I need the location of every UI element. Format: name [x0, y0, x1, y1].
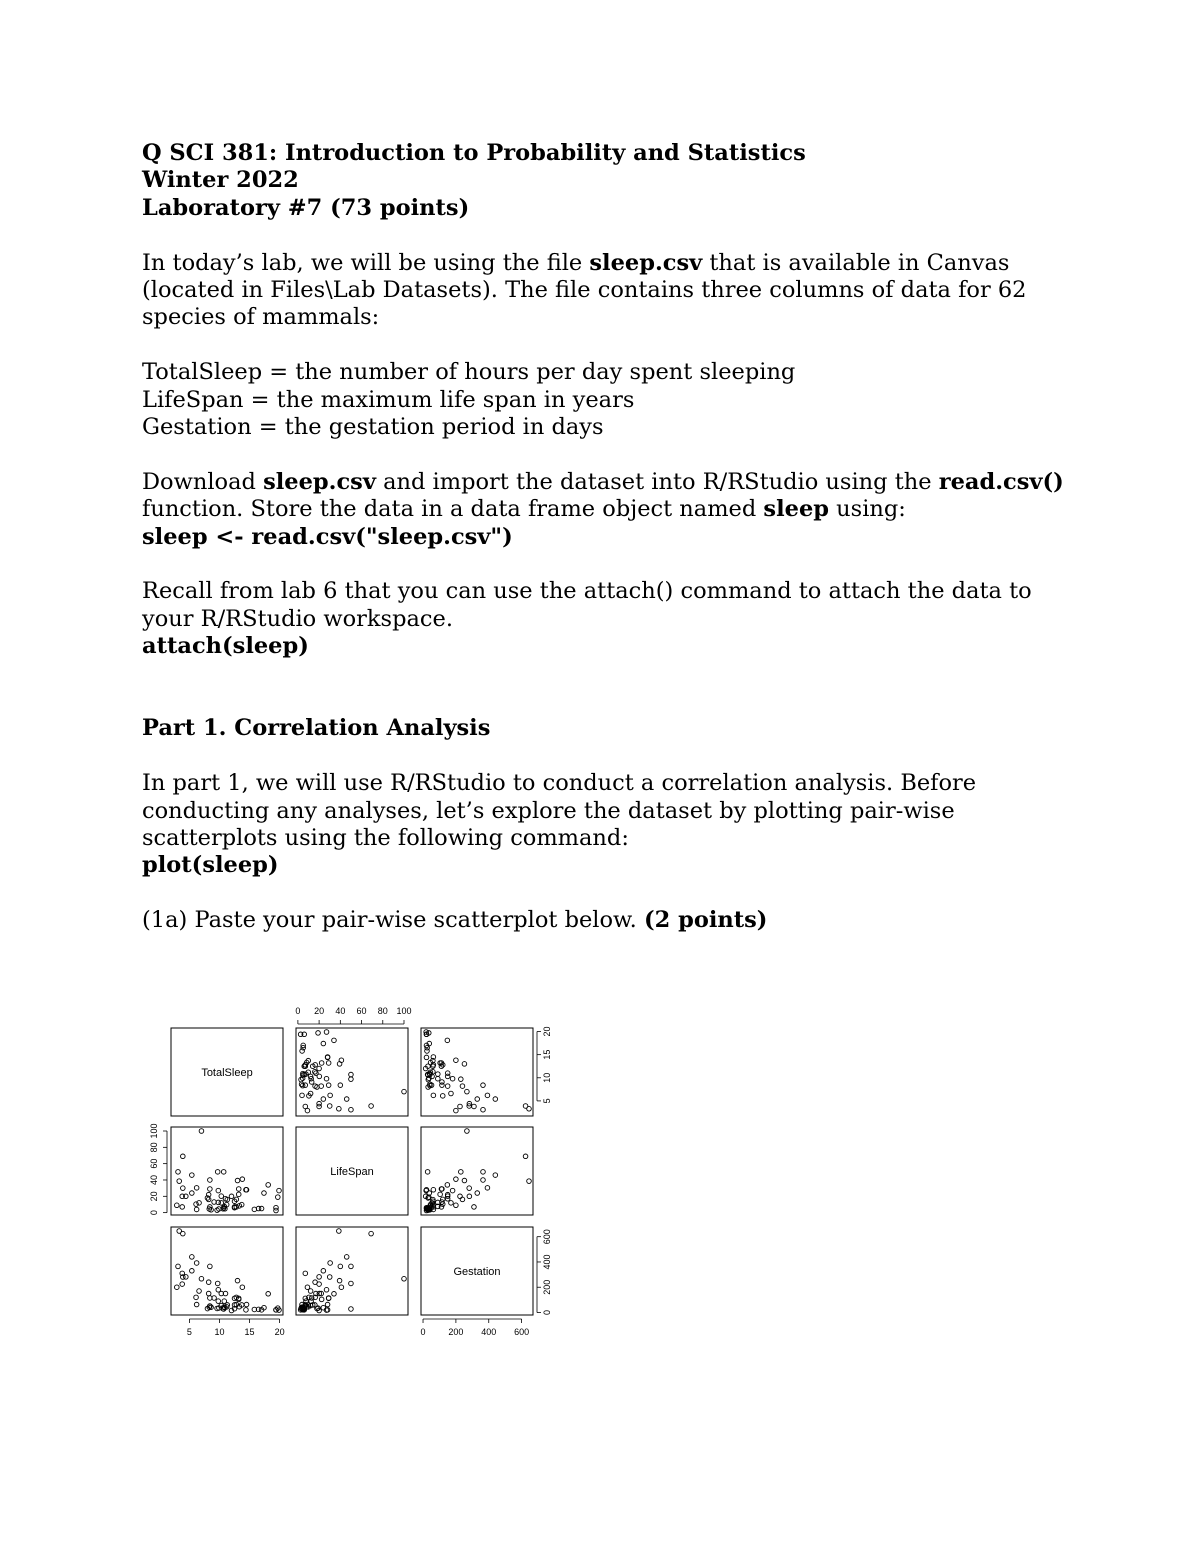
tick-label-bottom-TotalSleep-5: 5 — [186, 1327, 192, 1337]
variable-label-TotalSleep: TotalSleep — [201, 1067, 253, 1079]
point-LifeSpan-vs-TotalSleep-60 — [259, 1206, 264, 1211]
tick-label-right-Gestation-400: 400 — [542, 1254, 552, 1270]
point-LifeSpan-vs-TotalSleep-20 — [229, 1194, 234, 1199]
point-LifeSpan-vs-Gestation-58 — [481, 1170, 486, 1175]
point-TotalSleep-vs-Gestation-21 — [431, 1093, 436, 1098]
point-TotalSleep-vs-Gestation-4 — [523, 1104, 528, 1109]
code-read-csv: sleep <- read.csv("sleep.csv") — [142, 523, 513, 550]
point-LifeSpan-vs-Gestation-23 — [454, 1177, 459, 1182]
point-TotalSleep-vs-LifeSpan-20 — [317, 1066, 322, 1071]
tick-label-left-LifeSpan-80: 80 — [149, 1142, 159, 1153]
point-Gestation-vs-TotalSleep-22 — [235, 1278, 240, 1283]
point-Gestation-vs-LifeSpan-0 — [337, 1229, 342, 1234]
point-TotalSleep-vs-Gestation-40 — [440, 1080, 445, 1085]
point-LifeSpan-vs-TotalSleep-32 — [199, 1129, 204, 1134]
point-LifeSpan-vs-Gestation-4 — [523, 1154, 528, 1159]
tick-label-bottom-Gestation-400: 400 — [481, 1327, 497, 1337]
point-LifeSpan-vs-TotalSleep-61 — [219, 1201, 224, 1206]
point-TotalSleep-vs-Gestation-22 — [462, 1062, 467, 1067]
point-Gestation-vs-LifeSpan-48 — [317, 1275, 322, 1280]
point-TotalSleep-vs-Gestation-57 — [449, 1091, 454, 1096]
point-Gestation-vs-LifeSpan-7 — [328, 1261, 333, 1266]
point-TotalSleep-vs-LifeSpan-58 — [349, 1107, 354, 1112]
point-Gestation-vs-TotalSleep-12 — [208, 1264, 213, 1269]
point-LifeSpan-vs-Gestation-12 — [481, 1178, 486, 1183]
point-Gestation-vs-LifeSpan-14 — [349, 1307, 354, 1312]
tick-label-right-Gestation-200: 200 — [542, 1279, 552, 1295]
point-TotalSleep-vs-Gestation-5 — [450, 1076, 455, 1081]
point-Gestation-vs-LifeSpan-31 — [321, 1305, 326, 1310]
scatterplot-matrix-svg — [140, 1000, 570, 1345]
attach-paragraph: Recall from lab 6 that you can use the attach() command to attach the data to your R/RStudio workspace. — [142, 578, 1032, 632]
point-Gestation-vs-LifeSpan-9 — [349, 1281, 354, 1286]
point-Gestation-vs-LifeSpan-18 — [303, 1271, 308, 1276]
point-Gestation-vs-TotalSleep-4 — [181, 1231, 186, 1236]
point-TotalSleep-vs-LifeSpan-9 — [349, 1077, 354, 1082]
point-Gestation-vs-TotalSleep-23 — [240, 1285, 245, 1290]
point-TotalSleep-vs-LifeSpan-27 — [344, 1097, 349, 1102]
point-LifeSpan-vs-TotalSleep-25 — [175, 1203, 180, 1208]
point-LifeSpan-vs-TotalSleep-31 — [262, 1191, 267, 1196]
point-LifeSpan-vs-TotalSleep-5 — [216, 1188, 221, 1193]
tick-label-top-LifeSpan-40: 40 — [335, 1006, 346, 1016]
point-TotalSleep-vs-LifeSpan-14 — [349, 1072, 354, 1077]
point-TotalSleep-vs-LifeSpan-0 — [337, 1106, 342, 1111]
point-Gestation-vs-TotalSleep-32 — [199, 1276, 204, 1281]
point-Gestation-vs-LifeSpan-32 — [402, 1276, 407, 1281]
point-TotalSleep-vs-LifeSpan-21 — [300, 1093, 305, 1098]
tick-label-left-LifeSpan-100: 100 — [149, 1123, 159, 1139]
point-TotalSleep-vs-LifeSpan-6 — [316, 1031, 321, 1036]
point-Gestation-vs-LifeSpan-58 — [349, 1264, 354, 1269]
point-LifeSpan-vs-Gestation-7 — [485, 1186, 490, 1191]
tick-label-right-TotalSleep-5: 5 — [542, 1098, 552, 1104]
point-Gestation-vs-TotalSleep-48 — [184, 1275, 189, 1280]
point-TotalSleep-vs-Gestation-16 — [440, 1094, 445, 1099]
point-LifeSpan-vs-TotalSleep-27 — [190, 1173, 195, 1178]
point-Gestation-vs-LifeSpan-23 — [339, 1285, 344, 1290]
code-plot: plot(sleep) — [142, 852, 279, 879]
point-LifeSpan-vs-TotalSleep-45 — [236, 1187, 241, 1192]
point-LifeSpan-vs-TotalSleep-0 — [177, 1179, 182, 1184]
point-TotalSleep-vs-LifeSpan-49 — [317, 1104, 322, 1109]
point-LifeSpan-vs-Gestation-48 — [467, 1194, 472, 1199]
point-LifeSpan-vs-Gestation-24 — [460, 1197, 465, 1202]
point-Gestation-vs-LifeSpan-22 — [337, 1278, 342, 1283]
point-Gestation-vs-LifeSpan-11 — [327, 1275, 332, 1280]
point-Gestation-vs-TotalSleep-24 — [206, 1280, 211, 1285]
point-LifeSpan-vs-TotalSleep-11 — [181, 1186, 186, 1191]
point-Gestation-vs-TotalSleep-50 — [216, 1299, 221, 1304]
point-Gestation-vs-LifeSpan-27 — [344, 1255, 349, 1260]
point-LifeSpan-vs-Gestation-11 — [467, 1186, 472, 1191]
tick-label-bottom-TotalSleep-10: 10 — [214, 1327, 225, 1337]
point-LifeSpan-vs-TotalSleep-17 — [266, 1183, 271, 1188]
point-TotalSleep-vs-Gestation-12 — [481, 1083, 486, 1088]
point-Gestation-vs-LifeSpan-52 — [321, 1269, 326, 1274]
point-Gestation-vs-TotalSleep-51 — [206, 1291, 211, 1296]
variable-gestation: Gestation = the gestation period in days — [142, 414, 604, 441]
point-TotalSleep-vs-LifeSpan-25 — [305, 1108, 310, 1113]
term: Winter 2022 — [142, 167, 299, 194]
tick-label-right-Gestation-0: 0 — [542, 1310, 552, 1316]
tick-label-bottom-Gestation-600: 600 — [514, 1327, 530, 1337]
point-Gestation-vs-TotalSleep-16 — [194, 1295, 199, 1300]
point-TotalSleep-vs-Gestation-27 — [493, 1097, 498, 1102]
lab-title: Laboratory #7 (73 points) — [142, 194, 470, 221]
point-LifeSpan-vs-TotalSleep-47 — [274, 1205, 279, 1210]
variable-label-LifeSpan: LifeSpan — [330, 1166, 374, 1178]
point-LifeSpan-vs-Gestation-14 — [425, 1170, 430, 1175]
tick-label-bottom-Gestation-0: 0 — [420, 1327, 426, 1337]
point-LifeSpan-vs-TotalSleep-9 — [215, 1170, 220, 1175]
point-LifeSpan-vs-Gestation-17 — [445, 1183, 450, 1188]
point-LifeSpan-vs-TotalSleep-18 — [180, 1205, 185, 1210]
point-LifeSpan-vs-TotalSleep-41 — [277, 1188, 282, 1193]
tick-label-bottom-Gestation-200: 200 — [448, 1327, 464, 1337]
intro-paragraph: In today’s lab, we will be using the file sleep.csv that is available in Canvas (located in Files\Lab Datasets). The file contains three columns of data for 62 species of mammals: — [142, 249, 1027, 331]
code-attach: attach(sleep) — [142, 633, 309, 660]
point-TotalSleep-vs-LifeSpan-31 — [321, 1041, 326, 1046]
tick-label-bottom-TotalSleep-15: 15 — [244, 1327, 255, 1337]
point-LifeSpan-vs-TotalSleep-28 — [236, 1192, 241, 1197]
tick-label-left-LifeSpan-60: 60 — [149, 1158, 159, 1169]
point-TotalSleep-vs-Gestation-19 — [424, 1055, 429, 1060]
point-Gestation-vs-TotalSleep-17 — [266, 1292, 271, 1297]
point-Gestation-vs-TotalSleep-25 — [175, 1285, 180, 1290]
tick-label-top-LifeSpan-20: 20 — [314, 1006, 325, 1016]
variable-label-Gestation: Gestation — [453, 1266, 501, 1278]
point-TotalSleep-vs-LifeSpan-32 — [402, 1089, 407, 1094]
point-Gestation-vs-TotalSleep-8 — [244, 1302, 249, 1307]
pairwise-scatterplot — [140, 1000, 570, 1345]
point-TotalSleep-vs-LifeSpan-11 — [327, 1104, 332, 1109]
tick-label-top-LifeSpan-100: 100 — [396, 1006, 412, 1016]
point-Gestation-vs-TotalSleep-57 — [197, 1289, 202, 1294]
point-Gestation-vs-TotalSleep-27 — [190, 1255, 195, 1260]
point-Gestation-vs-LifeSpan-12 — [338, 1264, 343, 1269]
point-TotalSleep-vs-LifeSpan-17 — [332, 1038, 337, 1043]
point-LifeSpan-vs-TotalSleep-4 — [181, 1154, 186, 1159]
point-LifeSpan-vs-TotalSleep-23 — [240, 1177, 245, 1182]
point-LifeSpan-vs-Gestation-8 — [431, 1187, 436, 1192]
point-LifeSpan-vs-TotalSleep-52 — [190, 1191, 195, 1196]
point-TotalSleep-vs-Gestation-49 — [458, 1104, 463, 1109]
point-TotalSleep-vs-Gestation-52 — [475, 1097, 480, 1102]
point-TotalSleep-vs-Gestation-17 — [445, 1038, 450, 1043]
tick-label-right-TotalSleep-10: 10 — [542, 1072, 552, 1083]
point-TotalSleep-vs-LifeSpan-51 — [319, 1084, 324, 1089]
point-LifeSpan-vs-TotalSleep-35 — [208, 1187, 213, 1192]
point-TotalSleep-vs-Gestation-50 — [436, 1076, 441, 1081]
point-Gestation-vs-TotalSleep-58 — [176, 1264, 181, 1269]
point-Gestation-vs-LifeSpan-49 — [317, 1282, 322, 1287]
tick-label-right-Gestation-600: 600 — [542, 1229, 552, 1245]
point-TotalSleep-vs-LifeSpan-39 — [317, 1074, 322, 1079]
tick-label-left-LifeSpan-40: 40 — [149, 1174, 159, 1185]
point-TotalSleep-vs-Gestation-9 — [459, 1077, 464, 1082]
tick-label-left-LifeSpan-20: 20 — [149, 1191, 159, 1202]
panel-frame-Gestation-LifeSpan — [296, 1227, 408, 1315]
point-LifeSpan-vs-Gestation-0 — [527, 1179, 532, 1184]
point-TotalSleep-vs-LifeSpan-28 — [319, 1061, 324, 1066]
point-TotalSleep-vs-LifeSpan-53 — [313, 1069, 318, 1074]
point-Gestation-vs-LifeSpan-8 — [325, 1302, 330, 1307]
tick-label-right-TotalSleep-15: 15 — [542, 1049, 552, 1060]
point-LifeSpan-vs-Gestation-25 — [454, 1203, 459, 1208]
point-LifeSpan-vs-TotalSleep-22 — [235, 1178, 240, 1183]
point-TotalSleep-vs-Gestation-26 — [436, 1072, 441, 1077]
variable-totalsleep: TotalSleep = the number of hours per day spent sleeping — [142, 359, 796, 386]
point-TotalSleep-vs-LifeSpan-5 — [324, 1076, 329, 1081]
point-TotalSleep-vs-LifeSpan-12 — [338, 1083, 343, 1088]
part1-heading: Part 1. Correlation Analysis — [142, 715, 491, 742]
panel-frame-Gestation-TotalSleep — [171, 1227, 283, 1315]
point-LifeSpan-vs-Gestation-9 — [459, 1170, 464, 1175]
point-LifeSpan-vs-TotalSleep-39 — [219, 1194, 224, 1199]
point-LifeSpan-vs-Gestation-18 — [472, 1205, 477, 1210]
point-LifeSpan-vs-Gestation-49 — [458, 1194, 463, 1199]
point-Gestation-vs-LifeSpan-17 — [332, 1292, 337, 1297]
point-TotalSleep-vs-Gestation-25 — [454, 1108, 459, 1113]
document-body — [142, 140, 1082, 935]
tick-label-top-LifeSpan-0: 0 — [295, 1006, 301, 1016]
point-TotalSleep-vs-LifeSpan-7 — [328, 1093, 333, 1098]
tick-label-bottom-TotalSleep-20: 20 — [274, 1327, 285, 1337]
tick-label-top-LifeSpan-80: 80 — [377, 1006, 388, 1016]
point-Gestation-vs-TotalSleep-7 — [194, 1261, 199, 1266]
point-Gestation-vs-TotalSleep-52 — [190, 1269, 195, 1274]
download-paragraph: Download sleep.csv and import the dataset into R/RStudio using the read.csv() function. Store the data in a data frame object named sleep using: — [142, 468, 1064, 523]
point-LifeSpan-vs-TotalSleep-7 — [194, 1186, 199, 1191]
point-Gestation-vs-LifeSpan-5 — [324, 1287, 329, 1292]
point-TotalSleep-vs-Gestation-18 — [472, 1104, 477, 1109]
point-TotalSleep-vs-Gestation-59 — [425, 1049, 430, 1054]
point-TotalSleep-vs-LifeSpan-23 — [339, 1058, 344, 1063]
point-TotalSleep-vs-LifeSpan-52 — [321, 1097, 326, 1102]
point-LifeSpan-vs-TotalSleep-14 — [221, 1170, 226, 1175]
point-LifeSpan-vs-Gestation-52 — [475, 1191, 480, 1196]
point-LifeSpan-vs-Gestation-22 — [462, 1178, 467, 1183]
point-Gestation-vs-TotalSleep-49 — [180, 1282, 185, 1287]
tick-label-right-TotalSleep-20: 20 — [542, 1026, 552, 1037]
point-LifeSpan-vs-TotalSleep-12 — [208, 1178, 213, 1183]
point-Gestation-vs-LifeSpan-4 — [369, 1231, 374, 1236]
point-LifeSpan-vs-Gestation-32 — [465, 1129, 470, 1134]
point-TotalSleep-vs-Gestation-7 — [485, 1093, 490, 1098]
point-Gestation-vs-LifeSpan-57 — [308, 1289, 313, 1294]
point-LifeSpan-vs-TotalSleep-21 — [194, 1207, 199, 1212]
point-TotalSleep-vs-Gestation-24 — [460, 1084, 465, 1089]
point-LifeSpan-vs-TotalSleep-6 — [275, 1195, 280, 1200]
point-TotalSleep-vs-LifeSpan-35 — [326, 1083, 331, 1088]
point-Gestation-vs-TotalSleep-19 — [244, 1308, 249, 1313]
point-Gestation-vs-TotalSleep-21 — [194, 1302, 199, 1307]
point-LifeSpan-vs-Gestation-5 — [450, 1188, 455, 1193]
panel-frame-LifeSpan-Gestation — [421, 1127, 533, 1215]
tick-label-left-LifeSpan-0: 0 — [149, 1210, 159, 1216]
tick-label-top-LifeSpan-60: 60 — [356, 1006, 367, 1016]
point-LifeSpan-vs-Gestation-57 — [449, 1201, 454, 1206]
part1-paragraph: In part 1, we will use R/RStudio to conduct a correlation analysis. Before conducting any analyses, let’s explore the dataset by plotting pair-wise scatterplots using the following command: — [142, 770, 977, 852]
point-LifeSpan-vs-TotalSleep-58 — [176, 1170, 181, 1175]
point-Gestation-vs-TotalSleep-9 — [215, 1281, 220, 1286]
point-TotalSleep-vs-Gestation-32 — [465, 1089, 470, 1094]
point-TotalSleep-vs-Gestation-58 — [481, 1107, 486, 1112]
point-TotalSleep-vs-Gestation-51 — [445, 1084, 450, 1089]
point-LifeSpan-vs-Gestation-27 — [493, 1173, 498, 1178]
point-TotalSleep-vs-LifeSpan-45 — [326, 1061, 331, 1066]
course-title: Q SCI 381: Introduction to Probability and Statistics — [142, 140, 806, 166]
point-TotalSleep-vs-Gestation-39 — [445, 1074, 450, 1079]
point-TotalSleep-vs-LifeSpan-41 — [324, 1030, 329, 1035]
point-Gestation-vs-LifeSpan-28 — [319, 1297, 324, 1302]
variable-lifespan: LifeSpan = the maximum life span in years — [142, 386, 635, 413]
point-LifeSpan-vs-Gestation-28 — [438, 1192, 443, 1197]
point-TotalSleep-vs-LifeSpan-4 — [369, 1104, 374, 1109]
question-1a: (1a) Paste your pair-wise scatterplot below. (2 points) — [142, 907, 768, 934]
point-TotalSleep-vs-Gestation-23 — [454, 1058, 459, 1063]
